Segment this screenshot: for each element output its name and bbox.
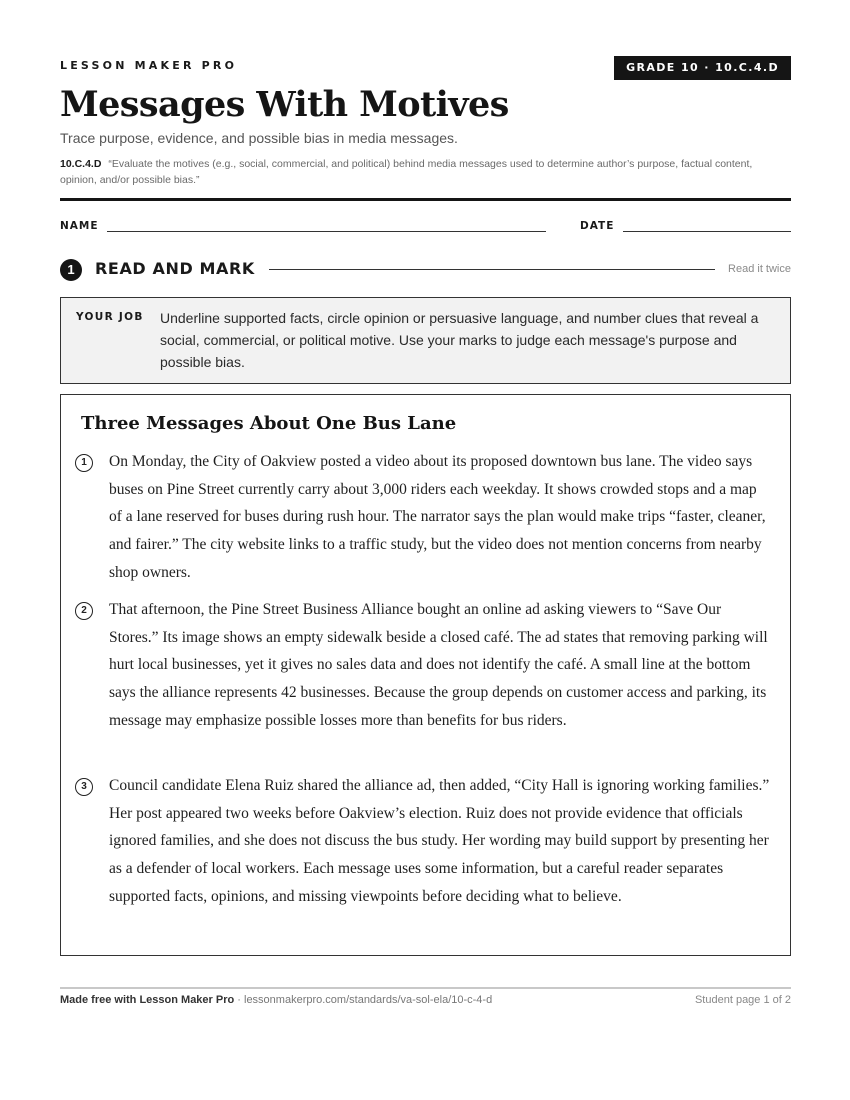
standard-text: “Evaluate the motives (e.g., social, commercial, and political) behind media messages used to determine author’s purpose, factual content, opinion, and/or possible bias.”	[60, 158, 753, 186]
name-label: NAME	[60, 220, 99, 232]
paragraph-number: 3	[75, 778, 93, 796]
page-number: Student page 1 of 2	[694, 994, 791, 1006]
instructions-text: Underline supported facts, circle opinion or persuasive language, and number clues that reveal a social, commercial, or political motive. Use your marks to judge each message's purpose and possible bias.	[160, 310, 759, 370]
reading-passage	[60, 394, 791, 956]
top-bar	[60, 56, 791, 80]
footer-url: · lessonmakerpro.com/standards/va-sol-ela/10-c-4-d	[234, 994, 493, 1006]
standard-description	[60, 156, 791, 188]
instructions-box	[60, 297, 791, 384]
section-divider	[269, 269, 715, 270]
paragraph-number: 1	[75, 454, 93, 472]
name-field[interactable]	[107, 231, 546, 232]
paragraph-number: 2	[75, 602, 93, 620]
instructions-label: YOUR JOB	[76, 311, 144, 323]
page-footer	[60, 994, 791, 1006]
header-divider	[60, 198, 791, 201]
section-number: 1	[60, 259, 82, 281]
brand-name: LESSON MAKER PRO	[60, 59, 238, 72]
footer-credit: Made free with Lesson Maker Pro	[60, 994, 235, 1006]
section-note: Read it twice	[728, 263, 791, 275]
page-subtitle: Trace purpose, evidence, and possible bias in media messages.	[60, 130, 458, 146]
paragraph-text: On Monday, the City of Oakview posted a video about its proposed downtown bus lane. The video says buses on Pine Street currently carry about 3,000 riders each weekday. It shows crowded stops and a map of a lane reserved for buses during rush hour. The narrator says the plan would make trips “faster, cleaner, and fairer.” The city website links to a traffic study, but the video does not mention concerns from nearby shop owners.	[109, 453, 766, 581]
student-fields	[60, 219, 791, 235]
grade-badge: GRADE 10 · 10.C.4.D	[614, 56, 791, 80]
footer-divider	[60, 987, 791, 989]
paragraph-text: Council candidate Elena Ruiz shared the alliance ad, then added, “City Hall is ignoring working families.” Her post appeared two weeks before Oakview’s election. Ruiz does not provide evidence that officials ignored families, and she does not discuss the bus study. Her wording may build support by presenting her as a defender of local workers. Each message uses some information, but a careful reader separates supported facts, opinions, and missing viewpoints before deciding what to believe.	[109, 777, 770, 905]
paragraph-text: That afternoon, the Pine Street Business Alliance bought an online ad asking viewers to “Save Our Stores.” Its image shows an empty sidewalk beside a closed café. The ad states that removing parking will hurt local businesses, yet it gives no sales data and does not identify the café. A small line at the bottom says the alliance represents 42 businesses. Because the group depends on customer access and parking, its message may emphasize possible losses more than benefits for bus riders.	[109, 601, 768, 729]
page-title: Messages With Motives	[60, 84, 509, 125]
standard-code: 10.C.4.D	[60, 158, 102, 170]
passage-title: Three Messages About One Bus Lane	[81, 413, 457, 434]
section-header	[60, 258, 791, 282]
date-field[interactable]	[623, 231, 791, 232]
date-label: DATE	[580, 220, 615, 232]
section-title: READ AND MARK	[95, 259, 255, 278]
